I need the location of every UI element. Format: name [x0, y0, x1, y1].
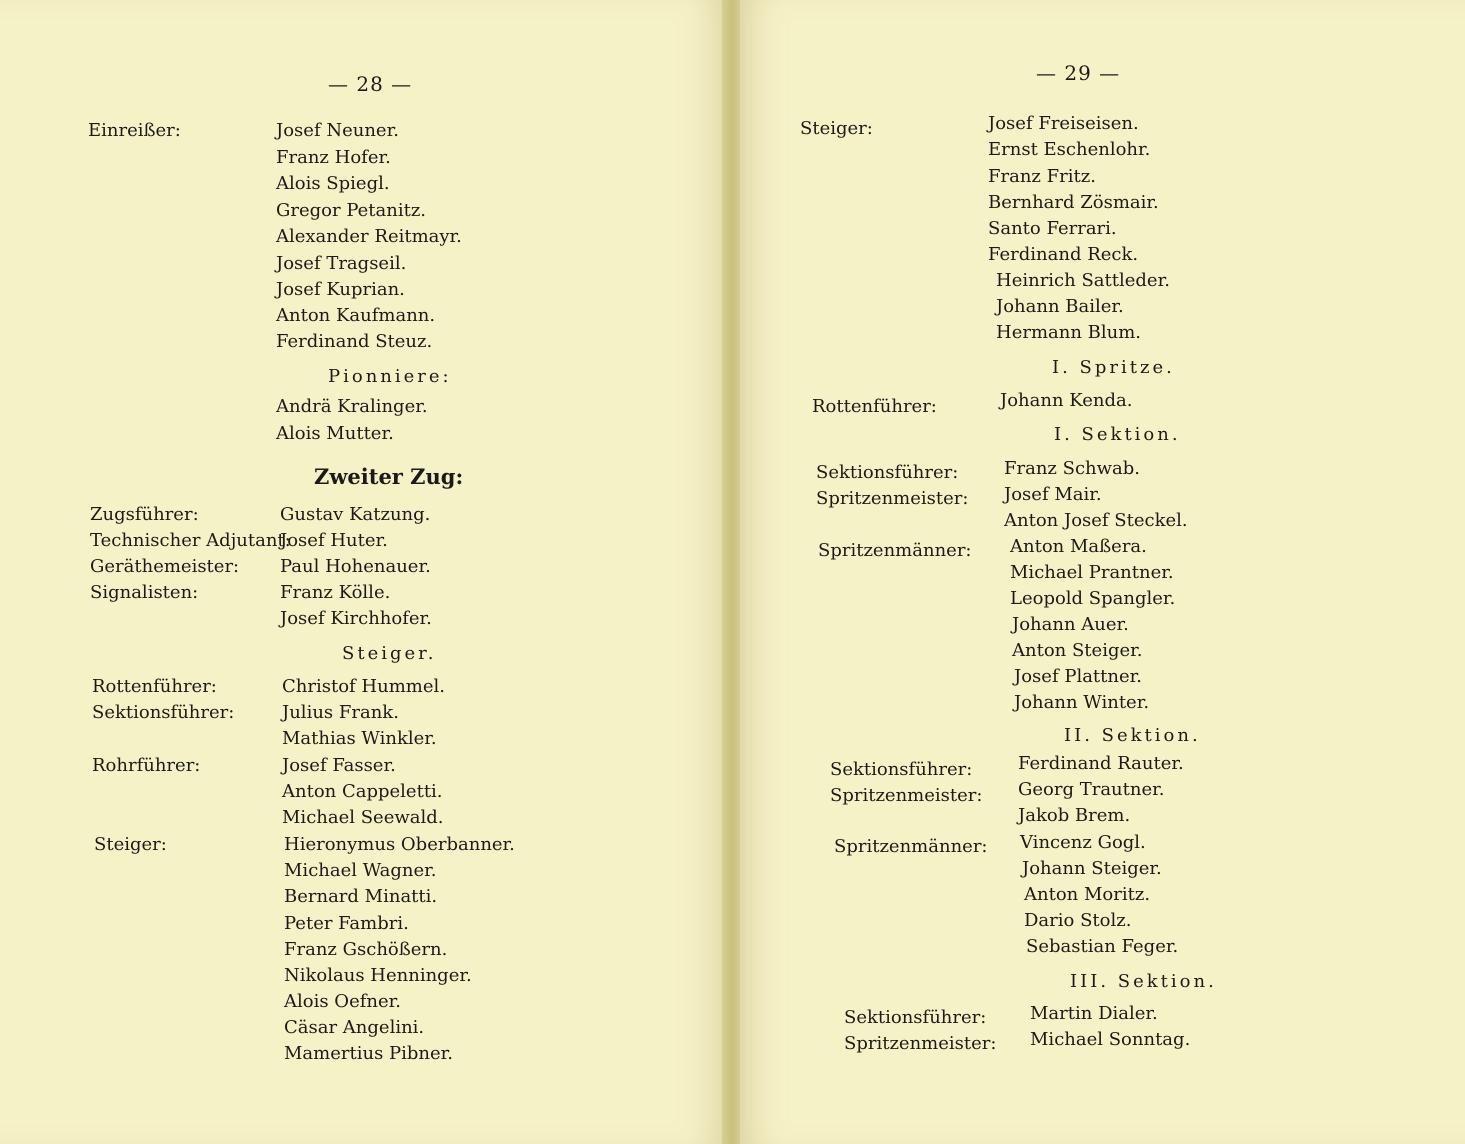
section-heading: Steiger. [342, 643, 437, 664]
name-entry: Josef Huter. [280, 530, 388, 551]
role-label: Einreißer: [88, 120, 181, 141]
name-entry: Michael Wagner. [284, 860, 437, 881]
name-entry: Hieronymus Oberbanner. [284, 834, 515, 855]
role-label: Spritzenmänner: [834, 836, 988, 857]
role-label: Spritzenmeister: [830, 785, 983, 806]
role-label: Spritzenmänner: [818, 540, 972, 561]
role-label: Geräthemeister: [90, 556, 240, 577]
name-entry: Sebastian Feger. [1026, 936, 1179, 957]
role-label: Steiger: [94, 834, 167, 855]
zweiter-zug-heading: Zweiter Zug: [314, 464, 464, 489]
name-entry: Michael Seewald. [282, 807, 444, 828]
name-entry: Ferdinand Steuz. [276, 331, 433, 352]
name-entry: Santo Ferrari. [988, 218, 1117, 239]
name-entry: Josef Plattner. [1014, 666, 1142, 687]
name-entry: Ferdinand Reck. [988, 244, 1139, 265]
name-entry: Mamertius Pibner. [284, 1043, 454, 1064]
name-entry: Josef Fasser. [282, 755, 396, 776]
name-entry: Julius Frank. [282, 702, 399, 723]
role-label: Rottenführer: [812, 396, 937, 417]
name-entry: Johann Steiger. [1022, 858, 1162, 879]
page-number-right: — 29 — [1036, 61, 1121, 85]
name-entry: Peter Fambri. [284, 913, 409, 934]
name-entry: Michael Sonntag. [1030, 1029, 1191, 1050]
name-entry: Ferdinand Rauter. [1018, 753, 1184, 774]
name-entry: Johann Bailer. [996, 296, 1124, 317]
name-entry: Josef Mair. [1004, 484, 1102, 505]
name-entry: Franz Gschößern. [284, 939, 448, 960]
name-entry: Anton Josef Steckel. [1004, 510, 1188, 531]
name-entry: Alexander Reitmayr. [276, 226, 462, 247]
name-entry: Paul Hohenauer. [280, 556, 431, 577]
name-entry: Martin Dialer. [1030, 1003, 1158, 1024]
section-heading: III. Sektion. [1070, 971, 1217, 992]
name-entry: Michael Prantner. [1010, 562, 1174, 583]
section-heading: I. Spritze. [1052, 357, 1175, 378]
name-entry: Jakob Brem. [1018, 805, 1131, 826]
name-entry: Anton Cappeletti. [282, 781, 443, 802]
name-entry: Mathias Winkler. [282, 728, 437, 749]
name-entry: Alois Spiegl. [276, 173, 390, 194]
name-entry: Bernard Minatti. [284, 886, 438, 907]
name-entry: Ernst Eschenlohr. [988, 139, 1151, 160]
role-label: Rohrführer: [92, 755, 201, 776]
role-label: Rottenführer: [92, 676, 217, 697]
name-entry: Andrä Kralinger. [276, 396, 428, 417]
name-entry: Alois Oefner. [284, 991, 401, 1012]
section-heading: II. Sektion. [1064, 725, 1201, 746]
name-entry: Dario Stolz. [1024, 910, 1132, 931]
name-entry: Anton Maßera. [1010, 536, 1147, 557]
name-entry: Bernhard Zösmair. [988, 192, 1159, 213]
role-label: Sektionsführer: [830, 759, 973, 780]
name-entry: Anton Kaufmann. [276, 305, 436, 326]
role-label: Technischer Adjutant: [90, 530, 291, 551]
name-entry: Josef Kirchhofer. [280, 608, 432, 629]
section-heading: I. Sektion. [1054, 424, 1181, 445]
name-entry: Franz Fritz. [988, 166, 1096, 187]
name-entry: Georg Trautner. [1018, 779, 1165, 800]
section-heading: Pionniere: [328, 366, 452, 387]
name-entry: Gustav Katzung. [280, 504, 431, 525]
role-label: Sektionsführer: [816, 462, 959, 483]
name-entry: Anton Steiger. [1012, 640, 1143, 661]
role-label: Signalisten: [90, 582, 199, 603]
role-label: Spritzenmeister: [844, 1033, 997, 1054]
name-entry: Franz Kölle. [280, 582, 391, 603]
name-entry: Alois Mutter. [276, 423, 394, 444]
name-entry: Cäsar Angelini. [284, 1017, 425, 1038]
name-entry: Josef Tragseil. [276, 253, 407, 274]
role-label: Sektionsführer: [844, 1007, 987, 1028]
name-entry: Josef Neuner. [276, 120, 399, 141]
name-entry: Vincenz Gogl. [1020, 832, 1146, 853]
name-entry: Heinrich Sattleder. [996, 270, 1170, 291]
name-entry: Johann Winter. [1014, 692, 1150, 713]
role-label: Sektionsführer: [92, 702, 235, 723]
name-entry: Anton Moritz. [1024, 884, 1151, 905]
page-number-left: — 28 — [328, 72, 413, 96]
role-label: Steiger: [800, 118, 873, 139]
name-entry: Franz Hofer. [276, 147, 391, 168]
name-entry: Nikolaus Henninger. [284, 965, 472, 986]
name-entry: Christof Hummel. [282, 676, 445, 697]
name-entry: Hermann Blum. [996, 322, 1142, 343]
name-entry: Franz Schwab. [1004, 458, 1141, 479]
name-entry: Leopold Spangler. [1010, 588, 1176, 609]
name-entry: Josef Freiseisen. [988, 113, 1139, 134]
name-entry: Gregor Petanitz. [276, 200, 427, 221]
name-entry: Johann Kenda. [1000, 390, 1133, 411]
name-entry: Johann Auer. [1012, 614, 1129, 635]
role-label: Zugsführer: [90, 504, 199, 525]
role-label: Spritzenmeister: [816, 488, 969, 509]
name-entry: Josef Kuprian. [276, 279, 405, 300]
